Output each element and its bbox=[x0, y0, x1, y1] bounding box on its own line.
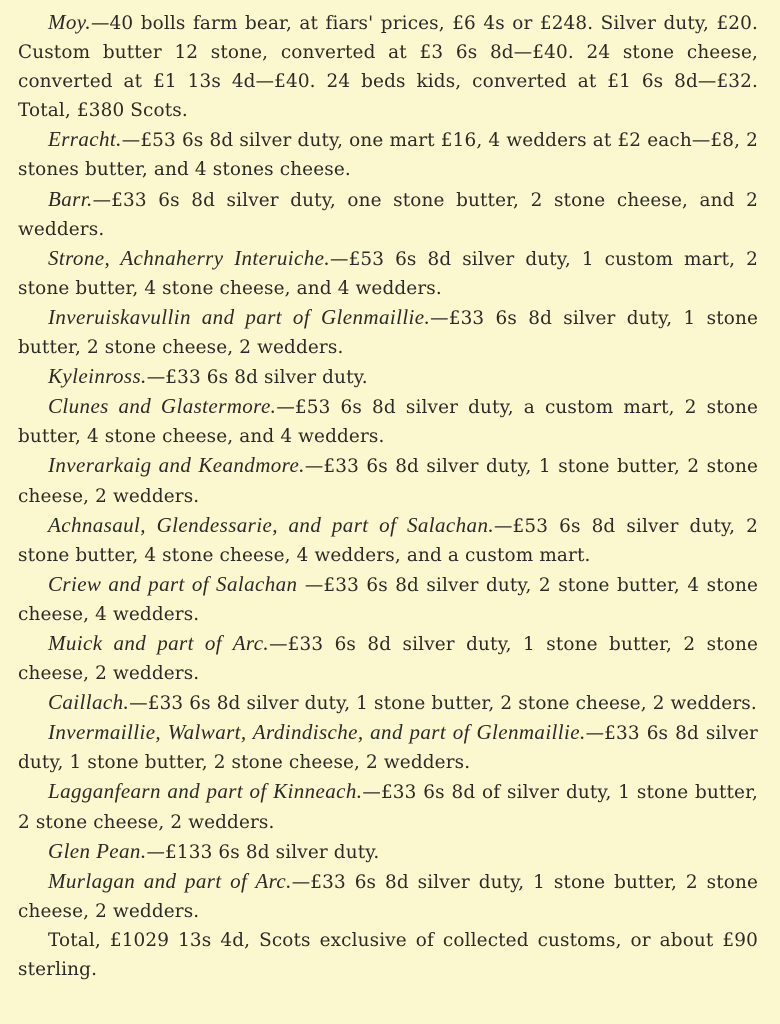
entry-text: —40 bolls farm bear, at fiars' prices, £6 4s or £248. Silver duty, £20. Custom butter 12 stone, converted at £3 6s 8d—£40. 24 stone cheese, converted at £1 13s 4d—£40. 24 beds kids, converted at £1 6s 8d—£32. Total, £380 Scots. bbox=[18, 13, 758, 122]
rental-entry-moy bbox=[18, 8, 758, 125]
entry-text: —£133 6s 8d silver duty. bbox=[146, 841, 380, 863]
place-name: Lagganfearn and part of Kinneach. bbox=[48, 779, 363, 804]
place-name: Barr. bbox=[48, 186, 93, 211]
place-name: Glen Pean. bbox=[48, 838, 147, 863]
rental-entry-inverarkaig bbox=[18, 451, 758, 510]
rental-entry-erracht bbox=[18, 125, 758, 184]
rental-entry-glen-pean bbox=[18, 837, 758, 867]
rental-entry-barr bbox=[18, 185, 758, 244]
entry-text: —£33 6s 8d silver duty, 1 stone butter, 2 stone cheese, 2 wedders. bbox=[129, 693, 757, 715]
rental-entry-murlagan bbox=[18, 867, 758, 926]
place-name: Caillach. bbox=[48, 690, 130, 715]
rental-entry-kyleinross bbox=[18, 362, 758, 392]
entry-text: —£33 6s 8d silver duty, 1 stone butter, 2 stone cheese, 2 wedders. bbox=[18, 871, 758, 922]
entry-text: —£33 6s 8d silver duty, 1 stone butter, 2 stone cheese, 2 wedders. bbox=[18, 307, 758, 359]
place-name: Kyleinross. bbox=[48, 364, 147, 389]
entry-text: —£53 6s 8d silver duty, 1 custom mart, 2 stone butter, 4 stone cheese, and 4 wedders. bbox=[18, 248, 758, 299]
entry-text: —£33 6s 8d silver duty, one stone butter, 2 stone cheese, and 2 wedders. bbox=[18, 189, 758, 240]
place-name: Invermaillie, Walwart, Ardindische, and part of Glenmaillie. bbox=[48, 720, 586, 745]
entry-text: —£33 6s 8d of silver duty, 1 stone butter, 2 stone cheese, 2 wedders. bbox=[18, 782, 758, 833]
place-name: Erracht. bbox=[48, 127, 122, 152]
place-name: Achnasaul, Glendessarie, and part of Salachan. bbox=[48, 512, 494, 537]
rental-entry-invermaillie bbox=[18, 718, 758, 777]
place-name: Murlagan and part of Arc. bbox=[48, 868, 292, 893]
entry-text: —£53 6s 8d silver duty, one mart £16, 4 wedders at £2 each—£8, 2 stones butter, and 4 stones cheese. bbox=[18, 130, 758, 181]
place-name: Inverarkaig and Keandmore. bbox=[48, 453, 305, 478]
rental-entry-caillach bbox=[18, 688, 758, 718]
entry-text: —£53 6s 8d silver duty, a custom mart, 2 stone butter, 4 stone cheese, and 4 wedders. bbox=[18, 397, 758, 448]
rental-entry-criew bbox=[18, 570, 758, 629]
place-name: Muick and part of Arc. bbox=[48, 630, 270, 655]
entry-text: —£33 6s 8d silver duty, 1 stone butter, 2 stone cheese, 2 wedders. bbox=[18, 633, 758, 685]
entry-text: —£33 6s 8d silver duty, 2 stone butter, 4 stone cheese, 4 wedders. bbox=[18, 574, 758, 625]
place-name: Inveruiskavullin and part of Glenmaillie. bbox=[48, 304, 431, 329]
entry-text: —£53 6s 8d silver duty, 2 stone butter, 4 stone cheese, 4 wedders, and a custom mart. bbox=[18, 515, 758, 566]
rental-entry-achnasaul bbox=[18, 511, 758, 570]
rental-entry-muick bbox=[18, 629, 758, 688]
rental-entry-strone bbox=[18, 244, 758, 303]
place-name: Strone, Achnaherry Interuiche. bbox=[48, 245, 331, 270]
place-name: Clunes and Glastermore. bbox=[48, 394, 277, 419]
entry-text: —£33 6s 8d silver duty, 1 stone butter, 2 stone cheese, 2 wedders. bbox=[18, 456, 759, 507]
rental-total: Total, £1029 13s 4d, Scots exclusive of collected customs, or about £90 sterling. bbox=[18, 929, 758, 980]
entry-text: —£33 6s 8d silver duty, 1 stone butter, 2 stone cheese, 2 wedders. bbox=[18, 723, 758, 774]
place-name: Criew and part of Salachan bbox=[48, 571, 298, 596]
entry-text: —£33 6s 8d silver duty. bbox=[146, 367, 368, 389]
rental-entry-lagganfearn bbox=[18, 777, 758, 836]
place-name: Moy. bbox=[48, 10, 92, 34]
rental-entry-clunes bbox=[18, 392, 758, 451]
rental-entry-inveruiskavullin bbox=[18, 303, 758, 362]
rental-entries bbox=[18, 8, 758, 984]
